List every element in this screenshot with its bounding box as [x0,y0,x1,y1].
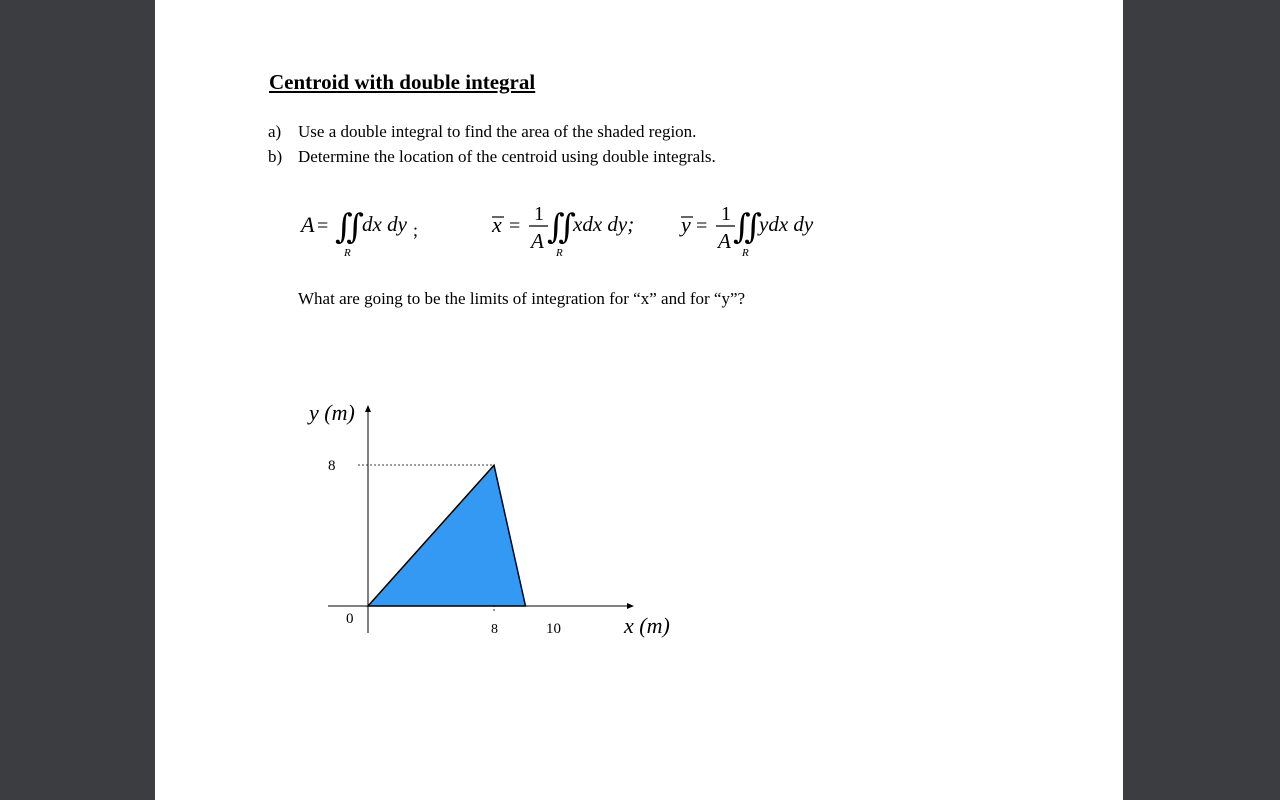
xbar-equals: = [509,215,521,237]
item-b-label: b) [268,147,283,166]
area-region: R [344,247,351,259]
xbar-numerator: 1 [534,203,544,225]
area-lhs: A [301,212,315,237]
ybar-integrand: ydx dy [759,212,814,236]
ybar-equals: = [696,215,708,237]
item-b-text: Determine the location of the centroid using double integrals. [298,147,716,166]
y-axis-label: y (m) [309,400,355,425]
xbar-lhs: x [492,212,502,237]
ybar-denominator: A [718,229,731,253]
ybar-lhs: y [681,212,691,237]
area-integrand: dx dy [362,212,407,236]
xbar-denominator: A [531,229,544,253]
x-tick-8: 8 [491,622,498,637]
area-semicolon: ; [413,220,419,240]
x-tick-10: 10 [546,621,561,637]
xbar-integral-sign: ∬ [547,209,576,246]
right-background [1123,0,1280,800]
ybar-numerator: 1 [721,203,731,225]
ybar-integral-sign: ∬ [733,209,762,246]
area-integral-sign: ∬ [335,209,364,246]
document-page [155,0,1123,800]
ybar-region: R [742,247,749,259]
shaded-triangle [368,465,526,606]
item-a-text: Use a double integral to find the area of the shaded region. [298,122,697,141]
left-background [0,0,155,800]
xbar-region: R [556,247,563,259]
x-axis-label: x (m) [624,613,670,638]
xbar-integrand: xdx dy; [573,212,635,236]
origin-label: 0 [346,611,354,627]
item-a-label: a) [268,122,282,141]
area-equals: = [317,215,329,237]
y-tick-8: 8 [328,458,336,474]
question-text: What are going to be the limits of integration for “x” and for “y”? [298,289,746,308]
triangle-figure [155,0,1123,800]
page-title: Centroid with double integral [269,70,536,94]
